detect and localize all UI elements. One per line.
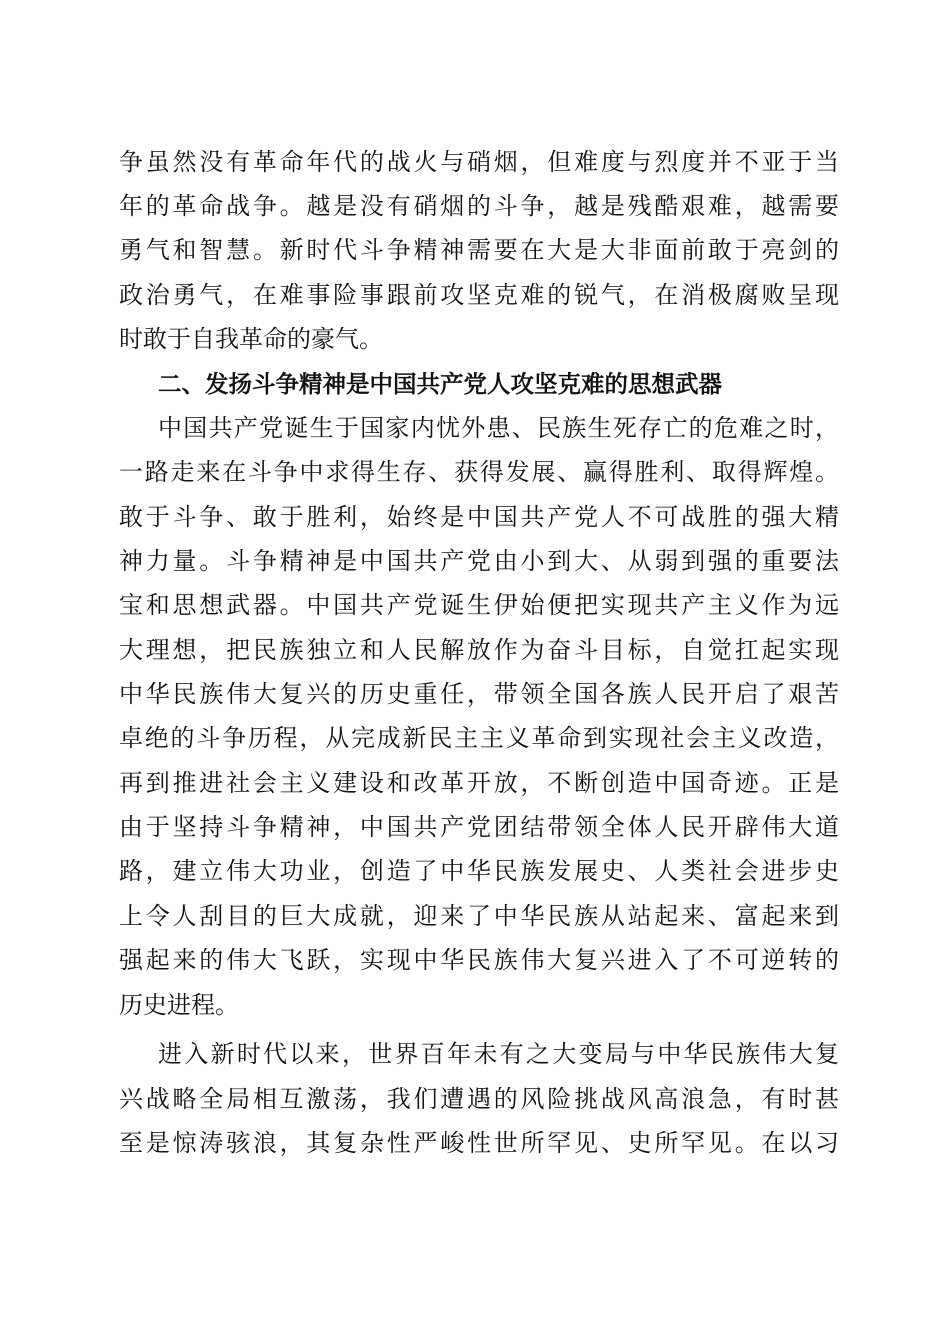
paragraph-line: 强起来的伟大飞跃，实现中华民族伟大复兴进入了不可逆转的 (119, 946, 839, 974)
paragraph-line: 宝和思想武器。中国共产党诞生伊始便把实现共产主义作为远 (119, 591, 839, 619)
paragraph-line: 神力量。斗争精神是中国共产党由小到大、从弱到强的重要法 (119, 547, 839, 575)
paragraph-line: 时敢于自我革命的豪气。 (119, 325, 383, 353)
paragraph-line: 争虽然没有革命年代的战火与硝烟，但难度与烈度并不亚于当 (119, 148, 839, 176)
paragraph-line: 历史进程。 (119, 991, 239, 1019)
paragraph-line: 一路走来在斗争中求得生存、获得发展、赢得胜利、取得辉煌。 (119, 458, 839, 486)
paragraph-line: 至是惊涛骇浪，其复杂性严峻性世所罕见、史所罕见。在以习 (119, 1129, 839, 1157)
section-heading: 二、发扬斗争精神是中国共产党人攻坚克难的思想武器 (158, 370, 722, 398)
paragraph-line: 政治勇气，在难事险事跟前攻坚克难的锐气，在消极腐败呈现 (119, 281, 839, 309)
paragraph-line: 大理想，把民族独立和人民解放作为奋斗目标，自觉扛起实现 (119, 636, 839, 664)
paragraph-line: 进入新时代以来，世界百年未有之大变局与中华民族伟大复 (158, 1040, 839, 1068)
paragraph-line: 卓绝的斗争历程，从完成新民主主义革命到实现社会主义改造， (119, 724, 839, 752)
paragraph-line: 年的革命战争。越是没有硝烟的斗争，越是残酷艰难，越需要 (119, 192, 839, 220)
paragraph-line: 中国共产党诞生于国家内忧外患、民族生死存亡的危难之时， (158, 414, 839, 442)
paragraph-line: 勇气和智慧。新时代斗争精神需要在大是大非面前敢于亮剑的 (119, 236, 839, 264)
paragraph-line: 再到推进社会主义建设和改革开放，不断创造中国奇迹。正是 (119, 769, 839, 797)
paragraph-line: 上令人刮目的巨大成就，迎来了中华民族从站起来、富起来到 (119, 902, 839, 930)
paragraph-line: 敢于斗争、敢于胜利，始终是中国共产党人不可战胜的强大精 (119, 503, 839, 531)
paragraph-line: 由于坚持斗争精神，中国共产党团结带领全体人民开辟伟大道 (119, 813, 839, 841)
paragraph-line: 兴战略全局相互激荡，我们遭遇的风险挑战风高浪急，有时甚 (119, 1085, 839, 1113)
paragraph-line: 路，建立伟大功业，创造了中华民族发展史、人类社会进步史 (119, 857, 839, 885)
paragraph-line: 中华民族伟大复兴的历史重任，带领全国各族人民开启了艰苦 (119, 680, 839, 708)
